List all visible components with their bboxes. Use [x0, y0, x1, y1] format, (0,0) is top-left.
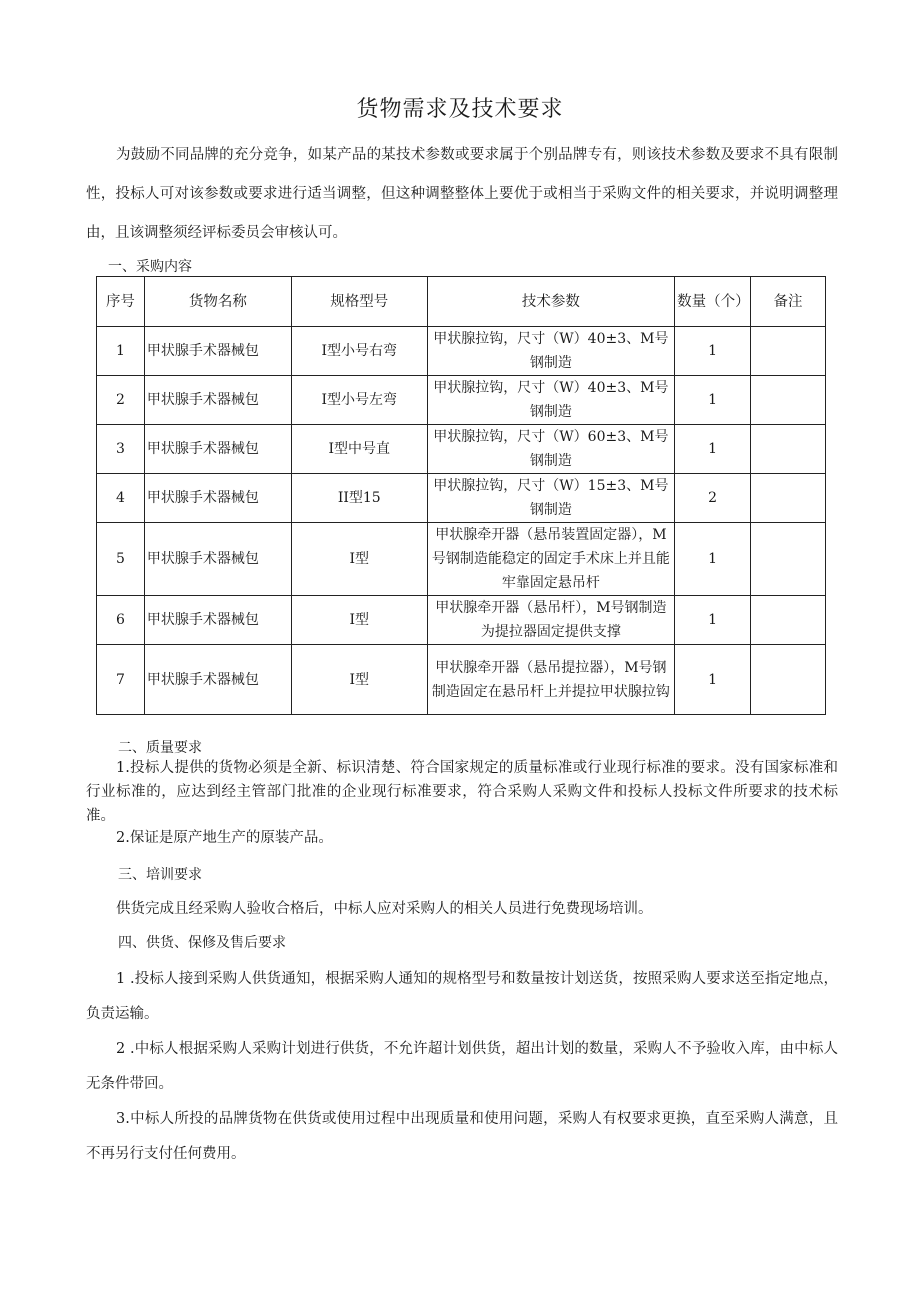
cell-tech: 甲状腺拉钩，尺寸（W）60±3、M号钢制造 [427, 425, 675, 474]
section-heading-quality: 二、质量要求 [118, 740, 202, 756]
table-header-row [97, 277, 826, 327]
supply-paragraph-3: 3.中标人所投的品牌货物在供货或使用过程中出现质量和使用问题，采购人有权要求更换，直至采购人满意，且不再另行支付任何费用。 [86, 1111, 838, 1162]
header-tech: 技术参数 [427, 277, 675, 327]
cell-qty: 1 [675, 523, 751, 596]
cell-no: 4 [97, 474, 145, 523]
cell-note [751, 474, 826, 523]
cell-tech: 甲状腺牵开器（悬吊装置固定器），M号钢制造能稳定的固定手术床上并且能牢靠固定悬吊杆 [427, 523, 675, 596]
cell-tech: 甲状腺拉钩，尺寸（W）15±3、M号钢制造 [427, 474, 675, 523]
cell-no: 5 [97, 523, 145, 596]
quality-paragraph-1: 1.投标人提供的货物必须是全新、标识清楚、符合国家规定的质量标准或行业现行标准的要求。没有国家标准和行业标准的，应达到经主管部门批准的企业现行标准要求，符合采购人采购文件和投标人投标文件所要求的技术标准。 [86, 760, 838, 824]
header-name: 货物名称 [144, 277, 291, 327]
intro-paragraph: 为鼓励不同品牌的充分竞争，如某产品的某技术参数或要求属于个别品牌专有，则该技术参数及要求不具有限制性，投标人可对该参数或要求进行适当调整，但这种调整整体上要优于或相当于采购文件的相关要求，并说明调整理由，且该调整须经评标委员会审核认可。 [86, 147, 838, 241]
cell-model: I型 [291, 596, 427, 645]
section-heading-procurement: 一、采购内容 [108, 259, 192, 275]
cell-name: 甲状腺手术器械包 [144, 523, 291, 596]
header-model: 规格型号 [291, 277, 427, 327]
cell-model: I型小号右弯 [291, 327, 427, 376]
cell-qty: 1 [675, 376, 751, 425]
cell-no: 2 [97, 376, 145, 425]
cell-note [751, 425, 826, 474]
cell-model: I型 [291, 523, 427, 596]
table-row [97, 425, 826, 474]
header-no: 序号 [97, 277, 145, 327]
cell-qty: 2 [675, 474, 751, 523]
cell-model: I型小号左弯 [291, 376, 427, 425]
cell-qty: 1 [675, 596, 751, 645]
cell-tech: 甲状腺牵开器（悬吊提拉器），M号钢制造固定在悬吊杆上并提拉甲状腺拉钩 [427, 645, 675, 715]
cell-model: II型15 [291, 474, 427, 523]
cell-name: 甲状腺手术器械包 [144, 645, 291, 715]
table-row [97, 523, 826, 596]
document-title: 货物需求及技术要求 [356, 97, 564, 122]
cell-model: I型 [291, 645, 427, 715]
header-qty: 数量（个） [675, 277, 751, 327]
cell-note [751, 376, 826, 425]
supply-paragraph-1: 1 .投标人接到采购人供货通知，根据采购人通知的规格型号和数量按计划送货，按照采购人要求送至指定地点，负责运输。 [86, 971, 838, 1022]
quality-paragraph-2: 2.保证是原产地生产的原装产品。 [116, 830, 333, 846]
cell-name: 甲状腺手术器械包 [144, 596, 291, 645]
table-row [97, 474, 826, 523]
cell-name: 甲状腺手术器械包 [144, 425, 291, 474]
cell-tech: 甲状腺拉钩，尺寸（W）40±3、M号钢制造 [427, 376, 675, 425]
section-heading-supply: 四、供货、保修及售后要求 [118, 935, 286, 951]
cell-tech: 甲状腺牵开器（悬吊杆），M号钢制造为提拉器固定提供支撑 [427, 596, 675, 645]
cell-note [751, 523, 826, 596]
cell-no: 3 [97, 425, 145, 474]
cell-no: 6 [97, 596, 145, 645]
cell-tech: 甲状腺拉钩，尺寸（W）40±3、M号钢制造 [427, 327, 675, 376]
table-row [97, 596, 826, 645]
cell-qty: 1 [675, 645, 751, 715]
cell-note [751, 645, 826, 715]
cell-no: 7 [97, 645, 145, 715]
table-row [97, 376, 826, 425]
header-note: 备注 [751, 277, 826, 327]
procurement-table [96, 276, 826, 715]
cell-no: 1 [97, 327, 145, 376]
cell-note [751, 596, 826, 645]
cell-name: 甲状腺手术器械包 [144, 474, 291, 523]
table-row [97, 645, 826, 715]
table-row [97, 327, 826, 376]
cell-note [751, 327, 826, 376]
section-heading-training: 三、培训要求 [118, 867, 202, 883]
supply-paragraph-2: 2 .中标人根据采购人采购计划进行供货，不允许超计划供货，超出计划的数量，采购人不予验收入库，由中标人无条件带回。 [86, 1041, 838, 1092]
training-paragraph: 供货完成且经采购人验收合格后，中标人应对采购人的相关人员进行免费现场培训。 [116, 901, 653, 917]
cell-model: I型中号直 [291, 425, 427, 474]
cell-qty: 1 [675, 425, 751, 474]
cell-name: 甲状腺手术器械包 [144, 327, 291, 376]
cell-name: 甲状腺手术器械包 [144, 376, 291, 425]
cell-qty: 1 [675, 327, 751, 376]
